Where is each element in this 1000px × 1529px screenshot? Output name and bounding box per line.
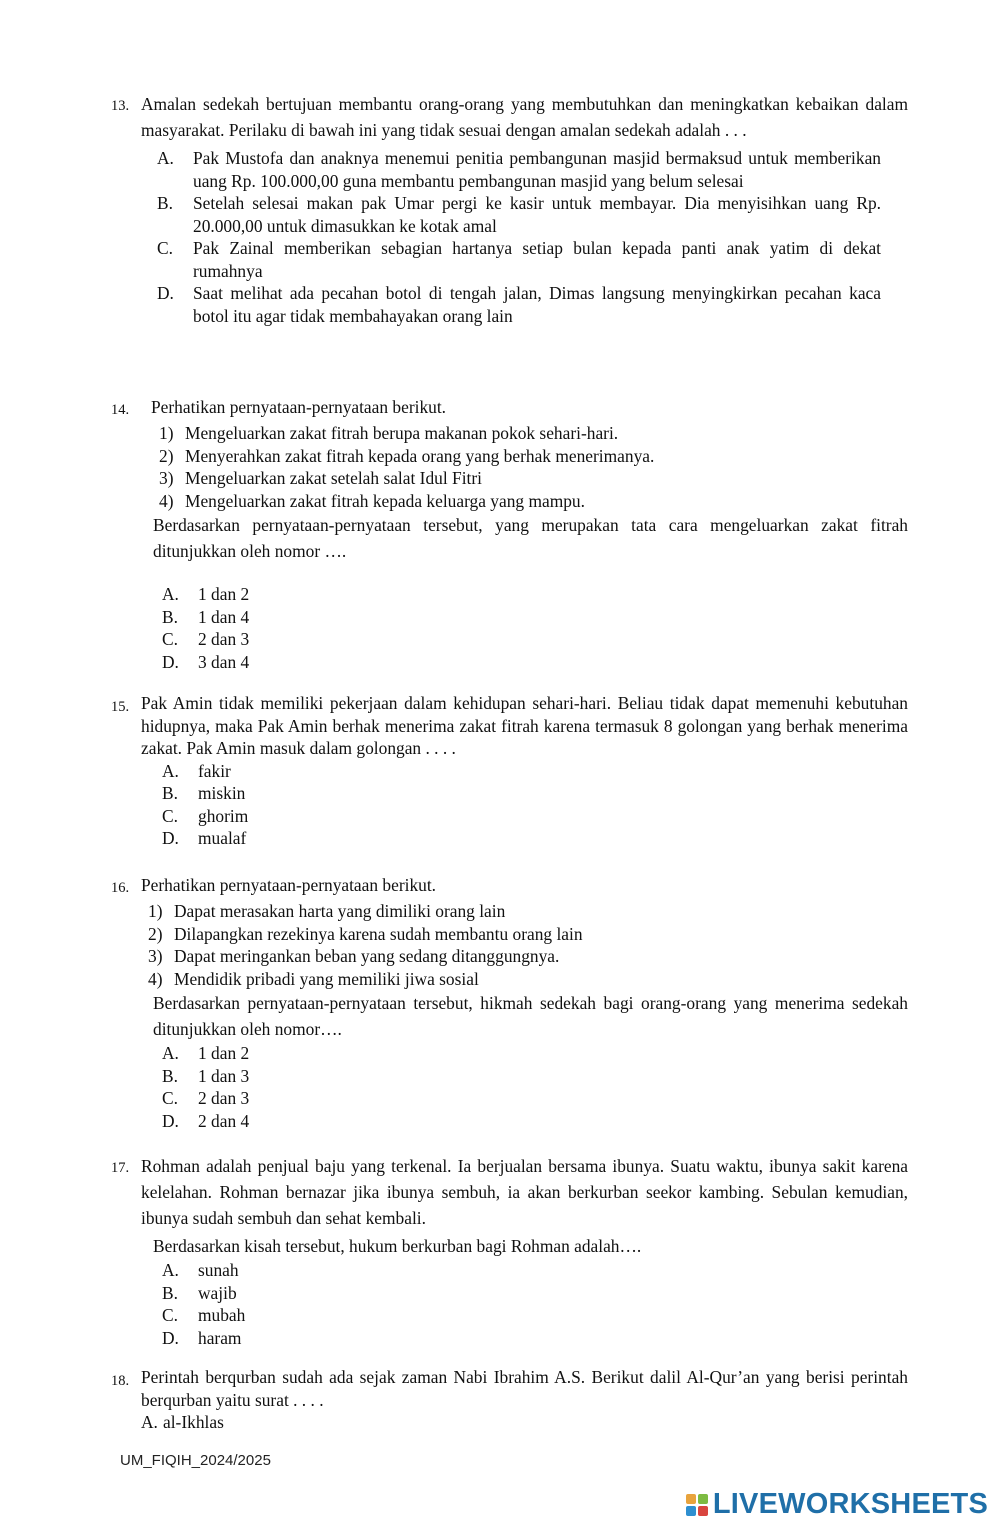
- option-a: A. 1 dan 2: [162, 1043, 250, 1063]
- statement-1: 1) Dapat merasakan harta yang dimiliki orang lain: [148, 901, 506, 921]
- statement-2: 2) Menyerahkan zakat fitrah kepada orang yang berhak menerimanya.: [159, 445, 655, 466]
- question-stem: Rohman adalah penjual baju yang terkenal. Ia berjualan bersama ibunya. Suatu waktu, ibunya sakit karena kelelahan. Rohman bernazar jika ibunya sembuh, ia akan berkurban seekor kambing. Sebulan kemudian, ibunya sudah sembuh dan sehat kembali.: [141, 1156, 908, 1228]
- liveworksheets-logo-icon: [686, 1494, 708, 1516]
- statement-1: 1) Mengeluarkan zakat fitrah berupa makanan pokok sehari-hari.: [159, 423, 619, 443]
- options-list: [162, 760, 908, 850]
- liveworksheets-brand: [686, 1488, 988, 1521]
- question-16: [111, 873, 908, 1132]
- option-a: A. Pak Mustofa dan anaknya menemui penitia pembangunan masjid bermaksud untuk memberikan uang Rp. 100.000,00 guna membantu pembangunan masjid yang belum selesai: [157, 148, 881, 191]
- option-a: A. al-Ikhlas: [141, 1412, 224, 1432]
- options-list: [162, 1042, 908, 1132]
- option-b: B. 1 dan 3: [162, 1065, 250, 1086]
- question-prompt: Berdasarkan pernyataan-pernyataan tersebut, yang merupakan tata cara mengeluarkan zakat fitrah ditunjukkan oleh nomor ….: [153, 515, 908, 561]
- logo-square: [698, 1494, 708, 1504]
- option-d: D. Saat melihat ada pecahan botol di tengah jalan, Dimas langsung menyingkirkan pecahan kaca botol itu agar tidak membahayakan orang lain: [157, 283, 881, 326]
- option-a: A. 1 dan 2: [162, 584, 250, 604]
- options-list: [157, 147, 881, 327]
- option-d: D. haram: [162, 1327, 242, 1348]
- option-d: D. 2 dan 4: [162, 1110, 250, 1131]
- option-a: A. fakir: [162, 760, 231, 781]
- option-c: C. mubah: [162, 1305, 246, 1325]
- statement-2: 2) Dilapangkan rezekinya karena sudah membantu orang lain: [148, 923, 583, 944]
- option-d: D. mualaf: [162, 828, 247, 848]
- option-c: C. 2 dan 3: [162, 629, 250, 649]
- question-prompt: Berdasarkan pernyataan-pernyataan tersebut, hikmah sedekah bagi orang-orang yang menerima sedekah ditunjukkan oleh nomor….: [153, 993, 908, 1039]
- option-c: C. Pak Zainal memberikan sebagian hartanya setiap bulan kepada panti anak yatim di dekat rumahnya: [157, 238, 881, 281]
- statement-3: 3) Mengeluarkan zakat setelah salat Idul Fitri: [159, 468, 482, 488]
- option-b: B. Setelah selesai makan pak Umar pergi ke kasir untuk membayar. Dia menyisihkan uang Rp. 20.000,00 untuk dimasukkan ke kotak amal: [157, 193, 881, 236]
- logo-square: [686, 1506, 696, 1516]
- question-number: 13.: [111, 98, 130, 114]
- question-prompt: Berdasarkan kisah tersebut, hukum berkurban bagi Rohman adalah….: [153, 1236, 642, 1256]
- logo-square: [686, 1494, 696, 1504]
- footer-code: UM_FIQIH_2024/2025: [120, 1452, 271, 1469]
- question-number: 18.: [111, 1373, 130, 1389]
- statements-list: [159, 422, 908, 512]
- question-number: 14.: [111, 402, 130, 418]
- options-list: [162, 583, 908, 673]
- statements-list: [148, 900, 908, 990]
- question-stem: Pak Amin tidak memiliki pekerjaan dalam kehidupan sehari-hari. Beliau tidak dapat memenuhi kebutuhan hidupnya, maka Pak Amin berhak menerima zakat fitrah karena termasuk 8 golongan yang berhak menerima zakat. Pak Amin masuk dalam golongan . . . .: [141, 693, 908, 758]
- option-c: C. 2 dan 3: [162, 1088, 250, 1108]
- options-list: [141, 1411, 908, 1434]
- question-14: [111, 395, 908, 673]
- question-18: [111, 1366, 908, 1434]
- question-17: [111, 1153, 908, 1349]
- question-13: [111, 91, 908, 327]
- logo-square: [698, 1506, 708, 1516]
- question-15: [111, 692, 908, 850]
- option-a: A. sunah: [162, 1260, 239, 1280]
- statement-3: 3) Dapat meringankan beban yang sedang ditanggungnya.: [148, 946, 560, 966]
- option-b: B. 1 dan 4: [162, 606, 250, 627]
- options-list: [162, 1259, 908, 1349]
- question-stem: Perintah berqurban sudah ada sejak zaman Nabi Ibrahim A.S. Berikut dalil Al-Qur’an yang berisi perintah berqurban yaitu surat . . . .: [141, 1367, 908, 1410]
- question-stem: Amalan sedekah bertujuan membantu orang-orang yang membutuhkan dan meningkatkan kebaikan dalam masyarakat. Perilaku di bawah ini yang tidak sesuai dengan amalan sedekah adalah . . .: [141, 94, 908, 140]
- question-number: 17.: [111, 1160, 130, 1176]
- option-b: B. wajib: [162, 1282, 237, 1303]
- question-stem: Perhatikan pernyataan-pernyataan berikut.: [141, 875, 437, 895]
- option-b: B. miskin: [162, 783, 246, 803]
- statement-4: 4) Mendidik pribadi yang memiliki jiwa sosial: [148, 968, 479, 989]
- brand-name[interactable]: LIVEWORKSHEETS: [712, 1488, 988, 1520]
- statement-4: 4) Mengeluarkan zakat fitrah kepada keluarga yang mampu.: [159, 490, 585, 511]
- option-c: C. ghorim: [162, 805, 249, 826]
- option-d: D. 3 dan 4: [162, 651, 250, 672]
- question-number: 16.: [111, 880, 130, 896]
- question-number: 15.: [111, 699, 130, 715]
- question-stem: Perhatikan pernyataan-pernyataan berikut.: [151, 397, 447, 417]
